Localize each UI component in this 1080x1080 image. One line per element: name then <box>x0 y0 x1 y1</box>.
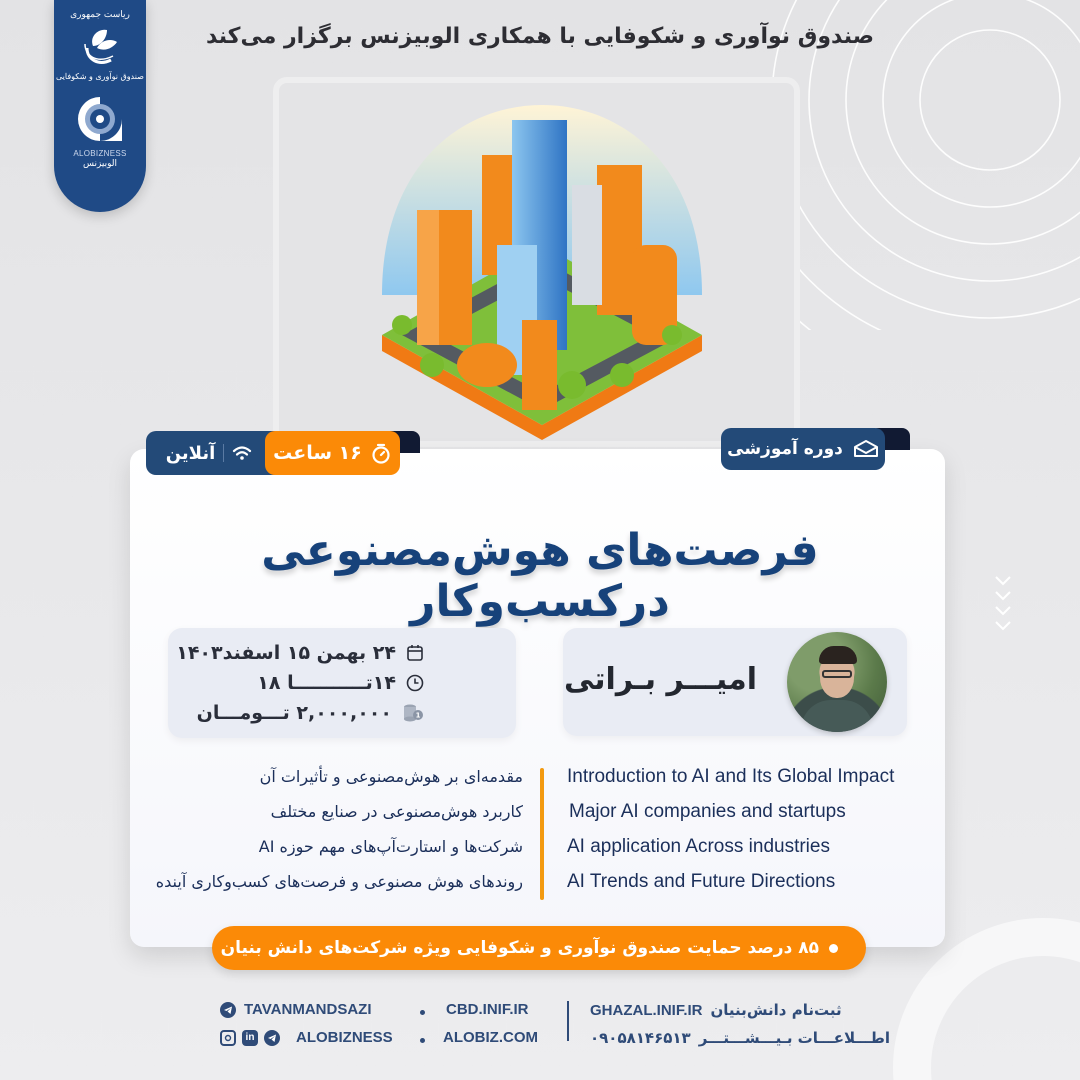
duration-badge <box>265 431 400 475</box>
city-illustration <box>372 95 712 440</box>
coins-icon <box>402 703 424 723</box>
linkedin-icon[interactable]: in <box>242 1030 258 1046</box>
schedule-info-box <box>168 628 516 738</box>
presidency-text: ریاست جمهوری <box>70 10 130 20</box>
price-row <box>168 698 424 728</box>
footer-telegram[interactable] <box>220 1001 372 1018</box>
speaker-avatar <box>787 632 887 732</box>
topic-item-en: Major AI companies and startups <box>569 801 846 822</box>
topic-item-fa: کاربرد هوش‌مصنوعی در صنایع مختلف <box>270 802 523 821</box>
register-site: GHAZAL.INIF.IR <box>590 1001 703 1019</box>
footer-alobiz-link[interactable] <box>443 1029 538 1046</box>
scroll-chevrons <box>993 575 1015 635</box>
fund-name-text: صندوق نوآوری و شکوفایی <box>56 72 144 81</box>
footer-dot <box>420 1038 425 1043</box>
alobiz-site: ALOBIZ.COM <box>443 1029 538 1046</box>
cbd-site: CBD.INIF.IR <box>446 1001 529 1018</box>
stopwatch-icon <box>370 442 392 464</box>
calendar-icon <box>406 644 424 662</box>
course-type-badge <box>721 428 885 470</box>
time-row <box>168 668 424 698</box>
topic-item-en: Introduction to AI and Its Global Impact <box>567 766 895 787</box>
more-info-label: اطـــلاعـــات بـیـــشـــتـــر <box>698 1029 891 1047</box>
price-text: ۲,۰۰۰,۰۰۰ تـــومـــان <box>196 702 392 724</box>
chevron-down-icon <box>993 605 1013 617</box>
date-row <box>168 638 424 668</box>
course-title: فرصت‌های هوش‌مصنوعی درکسب‌وکار <box>261 525 819 627</box>
footer-separator <box>567 1001 569 1041</box>
register-label: ثبت‌نام دانش‌بنیان <box>710 1001 842 1019</box>
footer-cbd-link[interactable] <box>446 1001 529 1018</box>
footer-register[interactable] <box>590 1001 842 1019</box>
speaker-name: امیـــر بـراتی <box>563 662 757 697</box>
topic-item-fa: مقدمه‌ای بر هوش‌مصنوعی و تأثیرات آن <box>259 767 523 786</box>
chevron-down-icon <box>993 575 1013 587</box>
footer-social <box>220 1029 393 1046</box>
telegram-channel: TAVANMANDSAZI <box>244 1001 372 1018</box>
topics-list-fa <box>128 765 523 905</box>
wifi-icon <box>232 445 252 461</box>
footer-contact <box>590 1029 890 1047</box>
topic-item-fa: روندهای هوش مصنوعی و فرصت‌های کسب‌وکاری آینده <box>155 872 523 891</box>
badge-separator <box>223 444 224 462</box>
time-text: ۱۴تـــــــــــا ۱۸ <box>257 672 396 694</box>
telegram-icon[interactable] <box>264 1030 280 1046</box>
support-banner <box>212 926 866 970</box>
clock-icon <box>406 674 424 692</box>
course-type-label: دوره آموزشی <box>727 439 843 459</box>
topic-item-en: AI Trends and Future Directions <box>567 871 836 892</box>
chevron-down-icon <box>993 590 1013 602</box>
alobizness-fa-text: الوبیزنس <box>82 159 118 169</box>
date-text: ۲۴ بهمن ۱۵ اسفند۱۴۰۳ <box>176 642 396 664</box>
footer <box>0 995 1080 1055</box>
background-rings <box>760 0 1080 330</box>
chevron-down-icon <box>993 620 1013 632</box>
organizer-line: صندوق نوآوری و شکوفایی با همکاری الوبیزنس برگزار می‌کند <box>205 24 875 49</box>
phone-number[interactable]: ۰۹۰۵۸۱۴۶۵۱۳ <box>590 1029 691 1047</box>
svg-text:1: 1 <box>415 711 421 720</box>
topics-divider <box>540 768 544 900</box>
online-label: آنلاین <box>165 442 216 464</box>
duration-label: ۱۶ ساعت <box>273 442 362 464</box>
support-text: ۸۵ درصد حمایت صندوق نوآوری و شکوفایی ویژه شرکت‌های دانش بنیان <box>220 938 819 958</box>
mortarboard-icon <box>853 439 879 459</box>
topic-item-en: AI application Across industries <box>567 836 830 857</box>
instagram-icon[interactable] <box>220 1030 236 1046</box>
topics-list-en <box>567 765 927 905</box>
alobizness-en-text: ALOBIZNESS <box>73 149 127 158</box>
fund-leaf-logo-icon <box>77 24 123 70</box>
footer-dot <box>420 1010 425 1015</box>
social-handle: ALOBIZNESS <box>296 1029 393 1046</box>
speaker-box <box>563 628 907 736</box>
alobizness-logo-icon <box>74 93 126 145</box>
bullet-dot <box>829 944 838 953</box>
telegram-icon <box>220 1002 236 1018</box>
topic-item-fa: شرکت‌ها و استارت‌آپ‌های مهم حوزه AI <box>258 837 523 856</box>
logo-banner <box>54 0 146 212</box>
